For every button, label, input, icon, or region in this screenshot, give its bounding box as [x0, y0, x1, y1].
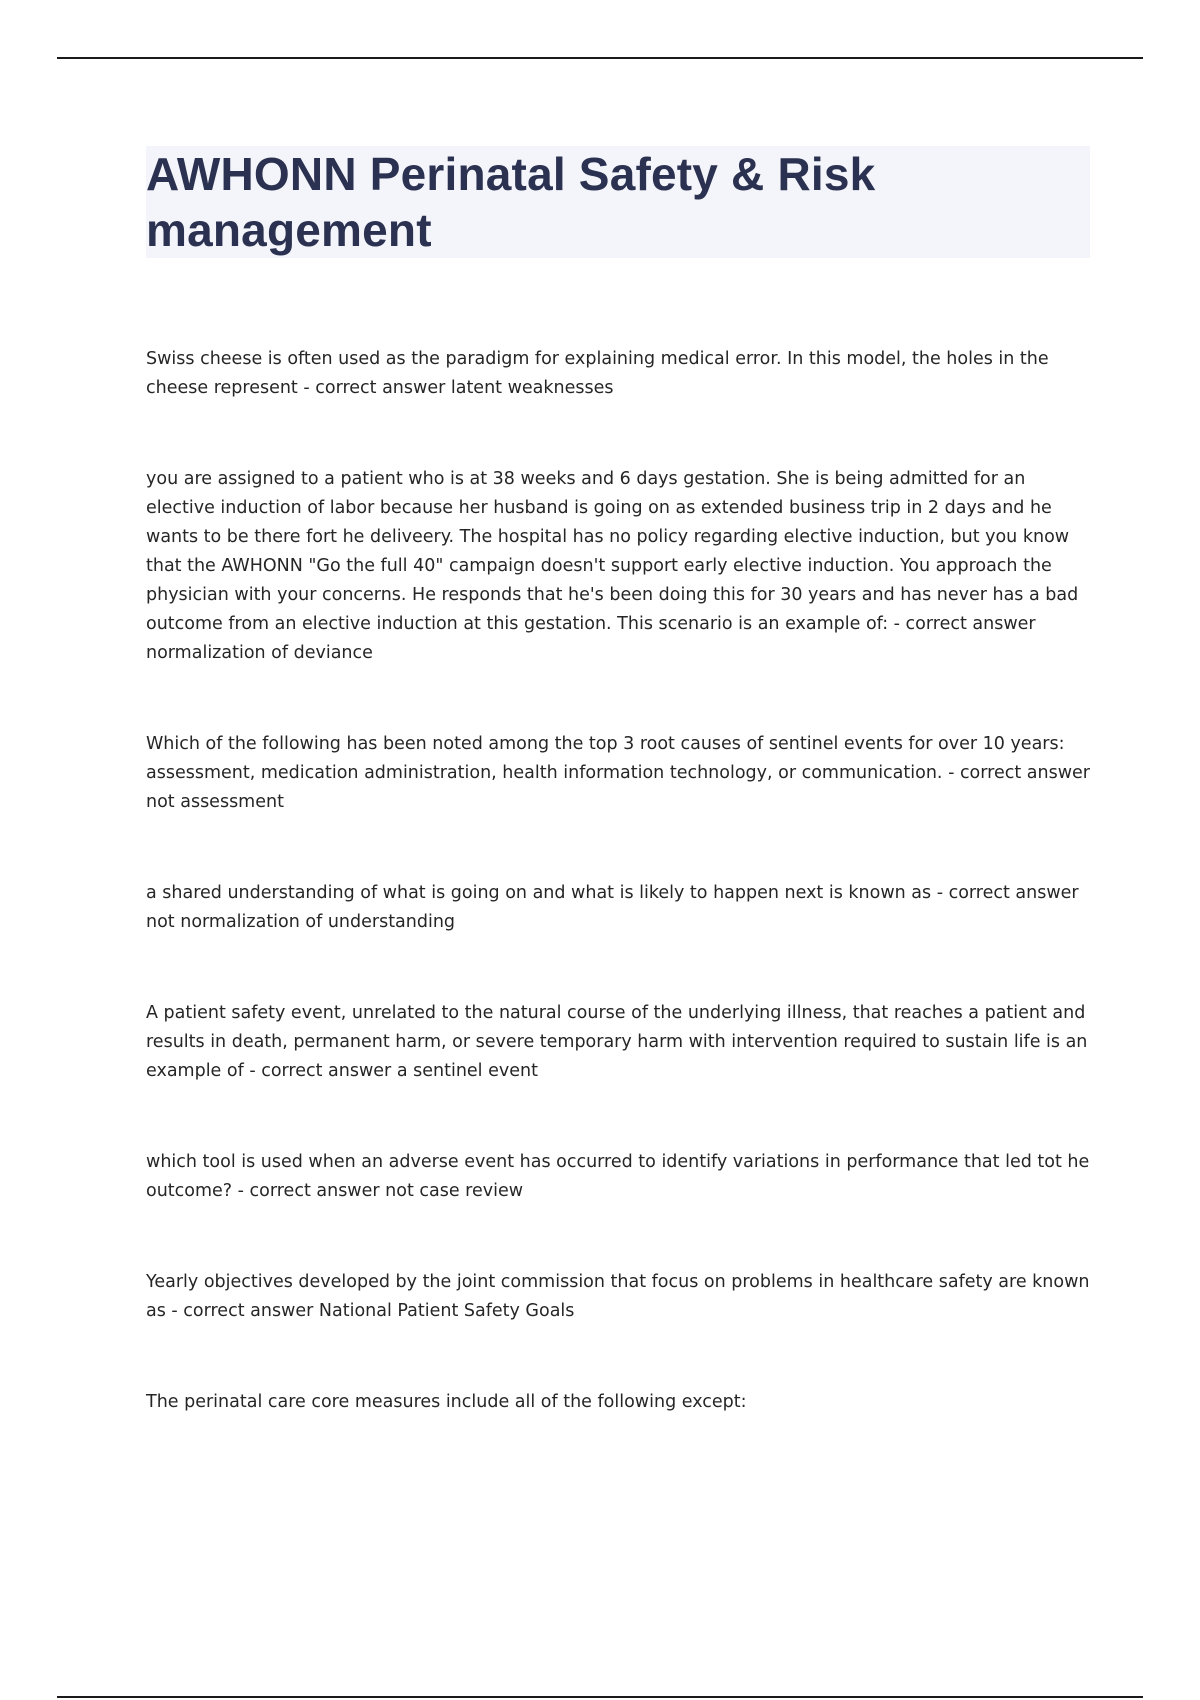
- qa-item: [146, 1148, 1092, 1206]
- answer-text: National Patient Safety Goals: [318, 1301, 575, 1321]
- question-text: you are assigned to a patient who is at 38 weeks and 6 days gestation. She is being admitted for an elective induction of labor because her husband is going on as extended business trip in 2 days and he wants to be there fort he deliveery. The hospital has no policy regarding elective induction, but you know that the AWHONN "Go the full 40" campaign doesn't support early elective induction. You approach the physician with your concerns. He responds that he's been doing this for 30 years and has never has a bad outcome from an elective induction at this gestation. This scenario is an example of:: [146, 469, 1079, 634]
- answer-separator: - correct answer: [942, 763, 1090, 783]
- answer-separator: - correct answer: [297, 378, 451, 398]
- answer-separator: - correct answer: [232, 1181, 386, 1201]
- top-rule: [57, 57, 1143, 59]
- answer-separator: - correct answer: [931, 883, 1079, 903]
- answer-text: latent weaknesses: [450, 378, 614, 398]
- question-text: a shared understanding of what is going on and what is likely to happen next is known as: [146, 883, 932, 903]
- document-title: AWHONN Perinatal Safety & Risk management: [146, 148, 876, 256]
- qa-item: [146, 1388, 1092, 1417]
- answer-text: normalization of deviance: [146, 643, 373, 663]
- qa-item: [146, 1268, 1092, 1326]
- bottom-rule: [57, 1696, 1143, 1698]
- question-text: Swiss cheese is often used as the paradigm for explaining medical error. In this model, the holes in the cheese represent: [146, 349, 1049, 398]
- qa-item: [146, 730, 1092, 817]
- question-text: Which of the following has been noted among the top 3 root causes of sentinel events for over 10 years: assessment, medication administration, health information technology, or communication.: [146, 734, 1065, 783]
- question-text: A patient safety event, unrelated to the natural course of the underlying illness, that reaches a patient and results in death, permanent harm, or severe temporary harm with intervention required to sustain life is an example of: [146, 1003, 1088, 1081]
- answer-text: not normalization of understanding: [146, 912, 456, 932]
- question-text: Yearly objectives developed by the joint commission that focus on problems in healthcare safety are known as: [146, 1272, 1090, 1321]
- qa-item: [146, 879, 1092, 937]
- answer-text: a sentinel event: [396, 1061, 538, 1081]
- answer-text: not assessment: [146, 792, 284, 812]
- answer-separator: - correct answer: [888, 614, 1036, 634]
- answer-separator: - correct answer: [243, 1061, 397, 1081]
- answer-separator: - correct answer: [165, 1301, 319, 1321]
- question-text: which tool is used when an adverse event has occurred to identify variations in performance that led tot he outcome?: [146, 1152, 1090, 1201]
- answer-text: not case review: [385, 1181, 524, 1201]
- qa-item: [146, 345, 1092, 403]
- qa-item: [146, 465, 1092, 668]
- title-banner: [146, 146, 1090, 258]
- qa-item: [146, 999, 1092, 1086]
- question-answer-list: [146, 345, 1092, 1417]
- question-text: The perinatal care core measures include all of the following except:: [146, 1392, 747, 1412]
